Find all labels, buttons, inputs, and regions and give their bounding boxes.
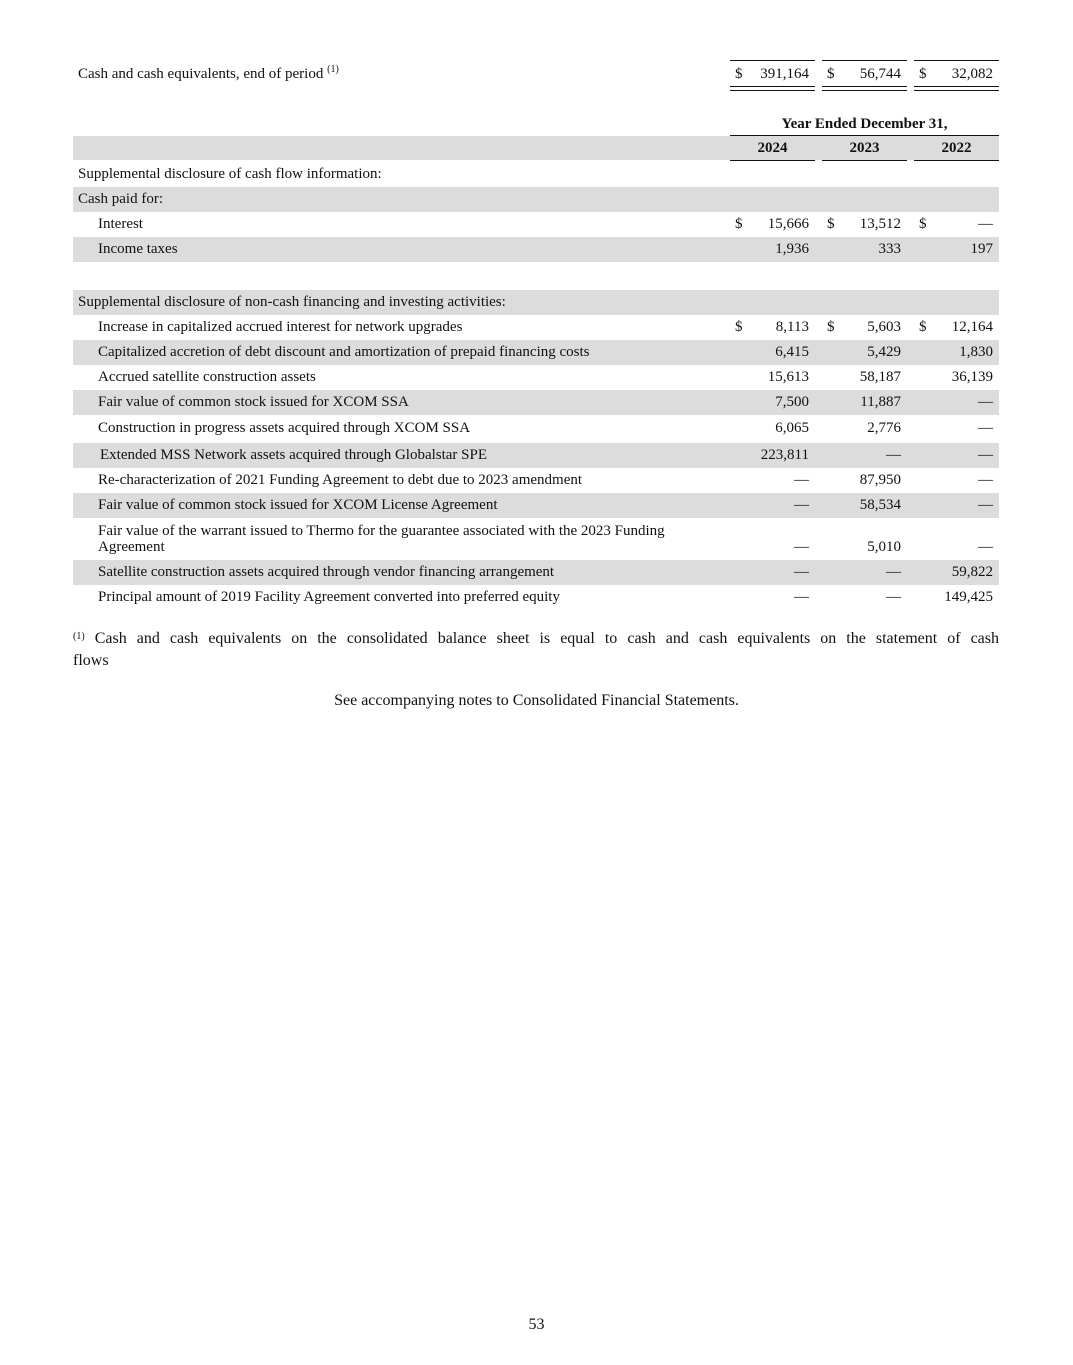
value-2022: — [978, 216, 993, 232]
value-2023: 5,603 [867, 319, 901, 335]
period-header: Year Ended December 31, [781, 116, 948, 132]
table-row [73, 416, 999, 441]
value-2024: 6,415 [775, 344, 809, 360]
value-2023: — [886, 589, 901, 605]
noncash-heading: Supplemental disclosure of non-cash financing and investing activities: [78, 294, 506, 310]
currency-2022: $ [919, 319, 927, 335]
value-2022: 36,139 [951, 369, 993, 385]
top-rule-2022 [914, 60, 999, 61]
value-2023: 5,429 [867, 344, 901, 360]
row-label: Income taxes [98, 241, 178, 257]
value-2022: 197 [970, 241, 993, 257]
table-row [73, 468, 999, 493]
value-2024: 15,666 [767, 216, 809, 232]
cash-paid-label: Cash paid for: [78, 191, 163, 207]
value-2022: — [978, 394, 993, 410]
value-2022: 1,830 [959, 344, 993, 360]
value-2022: 12,164 [951, 319, 993, 335]
table-row [73, 518, 999, 560]
value-2023: 56,744 [859, 66, 901, 82]
double-rule-2023 [822, 86, 907, 91]
value-2022: — [978, 497, 993, 513]
top-rule-2023 [822, 60, 907, 61]
table-row [73, 493, 999, 518]
table-row [73, 237, 999, 262]
footnote-ref: (1) [73, 631, 85, 642]
row-label: Construction in progress assets acquired through XCOM SSA [98, 420, 471, 436]
value-2024: — [794, 564, 809, 580]
row-label: Satellite construction assets acquired through vendor financing arrangement [98, 564, 555, 580]
row-label [98, 523, 665, 555]
table-row [73, 212, 999, 237]
row-label: Increase in capitalized accrued interest for network upgrades [98, 319, 463, 335]
value-2024: 391,164 [760, 66, 809, 82]
year-rule-2024 [730, 160, 815, 161]
value-2022: 32,082 [951, 66, 993, 82]
row-label: Fair value of common stock issued for XCOM SSA [98, 394, 409, 410]
value-2024: — [794, 497, 809, 513]
cash-heading: Supplemental disclosure of cash flow information: [78, 166, 382, 182]
value-2022: 149,425 [944, 589, 993, 605]
currency-2023: $ [827, 216, 835, 232]
cash-paid-subheading [73, 187, 999, 212]
table-row [73, 390, 999, 415]
footnote-line-1 [73, 628, 999, 650]
table-row [73, 315, 999, 340]
end-of-period-label: Cash and cash equivalents, end of period $^{(1)}$ [78, 64, 339, 82]
page-number: 53 [528, 1316, 545, 1333]
value-2022: — [978, 420, 993, 436]
notes-line: See accompanying notes to Consolidated Financial Statements. [334, 692, 739, 709]
value-2024: — [794, 472, 809, 488]
double-rule-2022 [914, 86, 999, 91]
value-2024: 6,065 [775, 420, 809, 436]
value-2024: — [794, 589, 809, 605]
value-2023: 58,534 [859, 497, 901, 513]
currency-2024: $ [735, 319, 743, 335]
value-2022: 59,822 [951, 564, 993, 580]
year-rule-2022 [914, 160, 999, 161]
row-label: Re-characterization of 2021 Funding Agreement to debt due to 2023 amendment [98, 472, 583, 488]
value-2023: — [886, 447, 901, 463]
table-row [73, 560, 999, 585]
value-2024: 1,936 [775, 241, 809, 257]
section-heading-noncash [73, 290, 999, 315]
double-rule-2024 [730, 86, 815, 91]
year-header-row [73, 136, 999, 160]
footnote-text: Cash and cash equivalents on the consolidated balance sheet is equal to cash and cash equivalents on the statement of cash [94, 630, 1000, 647]
value-2022: — [978, 472, 993, 488]
currency-2022: $ [919, 216, 927, 232]
currency-2023: $ [827, 66, 835, 82]
currency-2024: $ [735, 216, 743, 232]
currency-2024: $ [735, 66, 743, 82]
value-2022: — [978, 447, 993, 463]
year-rule-2023 [822, 160, 907, 161]
value-2023: 5,010 [867, 539, 901, 555]
value-2024: — [794, 539, 809, 555]
currency-2023: $ [827, 319, 835, 335]
footnote [73, 628, 999, 672]
table-row [73, 585, 999, 610]
value-2023: — [886, 564, 901, 580]
value-2022: — [978, 539, 993, 555]
table-row [73, 443, 999, 468]
value-2024: 15,613 [767, 369, 809, 385]
row-label: Extended MSS Network assets acquired through Globalstar SPE [100, 447, 488, 463]
value-2023: 11,887 [860, 394, 901, 410]
year-2022: 2022 [941, 140, 972, 156]
value-2023: 2,776 [867, 420, 901, 436]
table-row [73, 340, 999, 365]
value-2023: 13,512 [859, 216, 901, 232]
value-2024: 223,811 [760, 447, 809, 463]
year-2023: 2023 [849, 140, 880, 156]
currency-2022: $ [919, 66, 927, 82]
row-label: Capitalized accretion of debt discount and amortization of prepaid financing costs [98, 344, 590, 360]
footnote-line-2: flows [73, 652, 109, 669]
top-rule-2024 [730, 60, 815, 61]
row-label: Principal amount of 2019 Facility Agreement converted into preferred equity [98, 589, 560, 605]
year-2024: 2024 [757, 140, 788, 156]
value-2023: 333 [878, 241, 901, 257]
row-label-line-2: Agreement [98, 539, 165, 555]
row-label: Accrued satellite construction assets [98, 369, 316, 385]
row-label: Fair value of common stock issued for XCOM License Agreement [98, 497, 498, 513]
value-2024: 7,500 [775, 394, 809, 410]
table-row [73, 365, 999, 390]
row-label: Interest [98, 216, 143, 232]
value-2023: 87,950 [859, 472, 901, 488]
value-2023: 58,187 [859, 369, 901, 385]
row-label-line-1: Fair value of the warrant issued to Thermo for the guarantee associated with the 2023 Funding [98, 523, 665, 539]
end-of-period-row [73, 62, 999, 87]
value-2024: 8,113 [775, 319, 809, 335]
section-heading-cash [73, 162, 999, 187]
